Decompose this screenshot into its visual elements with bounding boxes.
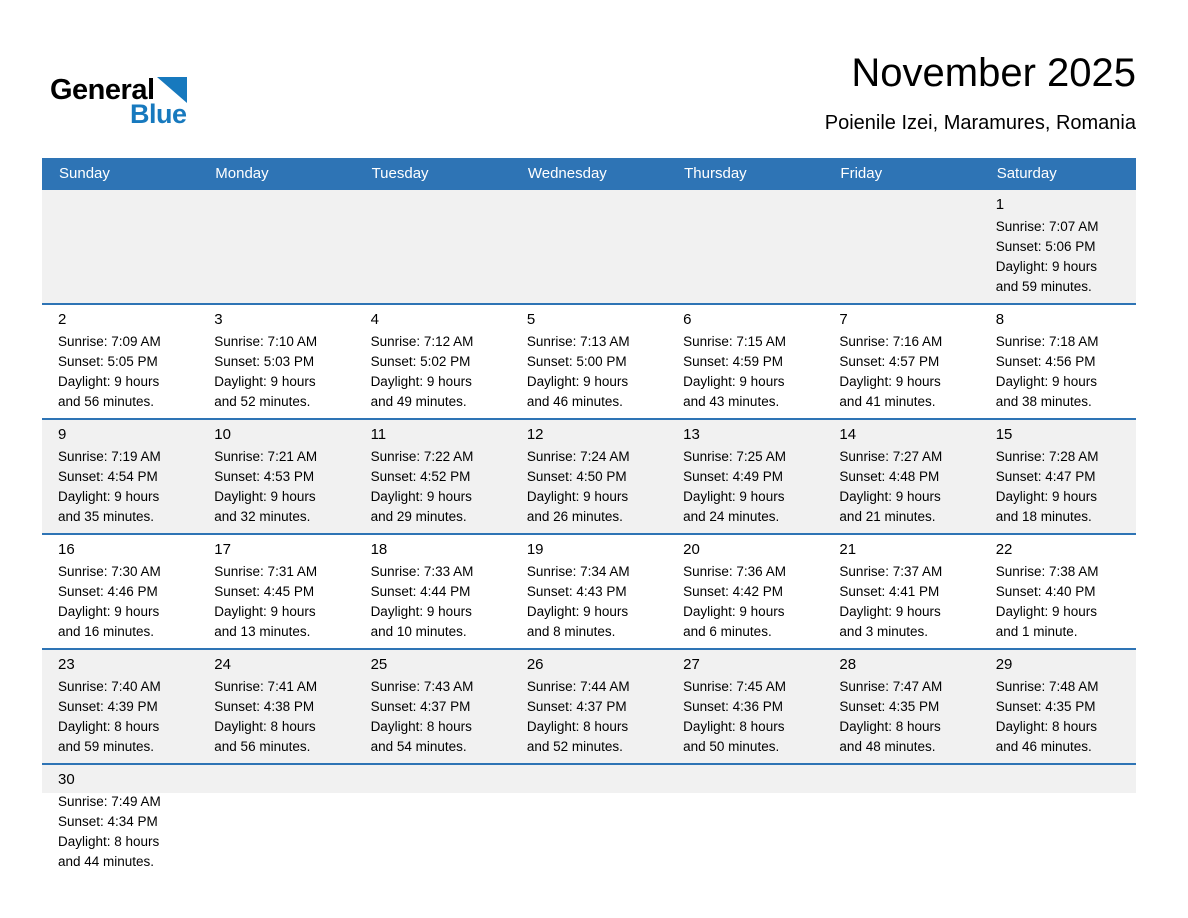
day-cell [667, 535, 823, 648]
day-number: 19 [526, 541, 544, 558]
sunrise-text: Sunrise: 7:43 AM [370, 679, 474, 694]
empty-day-cell [42, 190, 198, 303]
general-blue-logo [50, 76, 187, 128]
daylight-text-line2: and 43 minutes. [683, 394, 780, 409]
daylight-text-line1: Daylight: 9 hours [995, 374, 1098, 389]
sunset-text: Sunset: 4:41 PM [839, 584, 940, 599]
sunset-text: Sunset: 4:40 PM [995, 584, 1096, 599]
sunset-text: Sunset: 4:37 PM [370, 699, 471, 714]
daylight-text-line1: Daylight: 9 hours [58, 489, 160, 504]
empty-day-cell [667, 765, 823, 878]
day-cell [823, 305, 979, 418]
daylight-text-line1: Daylight: 9 hours [526, 374, 629, 389]
daylight-text-line2: and 52 minutes. [214, 394, 311, 409]
sunrise-text: Sunrise: 7:47 AM [839, 679, 943, 694]
daylight-text-line2: and 46 minutes. [995, 739, 1092, 754]
day-cell [198, 535, 354, 648]
sunrise-text: Sunrise: 7:45 AM [683, 679, 786, 694]
daylight-text-line1: Daylight: 9 hours [370, 489, 472, 504]
day-number: 7 [839, 311, 848, 328]
sunset-text: Sunset: 5:02 PM [370, 354, 471, 369]
sunrise-text: Sunrise: 7:28 AM [995, 449, 1099, 464]
day-number: 17 [214, 541, 231, 558]
sunset-text: Sunset: 4:47 PM [995, 469, 1096, 484]
day-number: 12 [526, 426, 544, 443]
day-number: 29 [995, 656, 1013, 673]
day-cell [42, 305, 198, 418]
daylight-text-line1: Daylight: 9 hours [370, 604, 472, 619]
location-subtitle: Poienile Izei, Maramures, Romania [824, 112, 1136, 134]
day-cell [823, 535, 979, 648]
daylight-text-line1: Daylight: 9 hours [839, 374, 941, 389]
empty-day-cell [198, 765, 354, 878]
daylight-text-line2: and 54 minutes. [370, 739, 467, 754]
sunrise-text: Sunrise: 7:13 AM [526, 334, 630, 349]
day-number: 15 [995, 426, 1013, 443]
daylight-text-line2: and 49 minutes. [370, 394, 467, 409]
day-number: 24 [214, 656, 231, 673]
day-number: 20 [683, 541, 700, 558]
logo-text-general: General [50, 74, 155, 106]
sunset-text: Sunset: 4:52 PM [370, 469, 471, 484]
daylight-text-line2: and 3 minutes. [839, 624, 928, 639]
daylight-text-line2: and 59 minutes. [995, 279, 1092, 294]
weekday-header-saturday: Saturday [996, 164, 1057, 182]
day-number: 26 [526, 656, 544, 673]
calendar-table [42, 158, 1136, 878]
sunrise-text: Sunrise: 7:09 AM [58, 334, 161, 349]
daylight-text-line1: Daylight: 8 hours [58, 834, 160, 849]
sunrise-text: Sunrise: 7:21 AM [214, 449, 318, 464]
empty-day-cell [198, 190, 354, 303]
sunrise-text: Sunrise: 7:07 AM [995, 219, 1099, 234]
daylight-text-line1: Daylight: 9 hours [526, 489, 629, 504]
day-cell [511, 305, 667, 418]
daylight-text-line1: Daylight: 8 hours [995, 719, 1098, 734]
day-number: 3 [214, 311, 223, 328]
sunrise-text: Sunrise: 7:36 AM [683, 564, 786, 579]
sunset-text: Sunset: 4:35 PM [839, 699, 940, 714]
daylight-text-line2: and 59 minutes. [58, 739, 155, 754]
daylight-text-line2: and 8 minutes. [526, 624, 616, 639]
day-cell [511, 650, 667, 763]
sunrise-text: Sunrise: 7:37 AM [839, 564, 943, 579]
daylight-text-line2: and 29 minutes. [370, 509, 467, 524]
day-number: 23 [58, 656, 75, 673]
day-number: 28 [839, 656, 857, 673]
sunrise-text: Sunrise: 7:18 AM [995, 334, 1099, 349]
empty-day-cell [823, 765, 979, 878]
daylight-text-line2: and 16 minutes. [58, 624, 155, 639]
empty-day-cell [511, 765, 667, 878]
empty-day-cell [355, 190, 511, 303]
sunrise-text: Sunrise: 7:15 AM [683, 334, 786, 349]
day-cell [823, 420, 979, 533]
daylight-text-line2: and 18 minutes. [995, 509, 1092, 524]
sunrise-text: Sunrise: 7:10 AM [214, 334, 318, 349]
weekday-header-thursday: Thursday [684, 164, 747, 182]
daylight-text-line1: Daylight: 9 hours [214, 489, 316, 504]
sunset-text: Sunset: 4:48 PM [839, 469, 940, 484]
sunset-text: Sunset: 5:00 PM [526, 354, 627, 369]
page-title: November 2025 [851, 51, 1136, 95]
daylight-text-line2: and 13 minutes. [214, 624, 311, 639]
sunrise-text: Sunrise: 7:27 AM [839, 449, 943, 464]
day-cell [980, 190, 1136, 303]
daylight-text-line1: Daylight: 9 hours [683, 489, 785, 504]
daylight-text-line1: Daylight: 9 hours [839, 604, 941, 619]
daylight-text-line1: Daylight: 8 hours [214, 719, 316, 734]
day-cell [42, 535, 198, 648]
day-cell [198, 650, 354, 763]
daylight-text-line2: and 48 minutes. [839, 739, 936, 754]
calendar-body [42, 188, 1136, 878]
day-cell [355, 420, 511, 533]
daylight-text-line1: Daylight: 9 hours [995, 259, 1098, 274]
sunset-text: Sunset: 5:05 PM [58, 354, 158, 369]
sunrise-text: Sunrise: 7:48 AM [995, 679, 1099, 694]
sunset-text: Sunset: 4:46 PM [58, 584, 158, 599]
day-number: 18 [370, 541, 388, 558]
day-cell [667, 305, 823, 418]
empty-day-cell [980, 765, 1136, 878]
sunrise-text: Sunrise: 7:34 AM [526, 564, 630, 579]
daylight-text-line2: and 46 minutes. [526, 394, 623, 409]
logo-text-blue: Blue [130, 99, 187, 129]
day-number: 1 [995, 196, 1005, 213]
daylight-text-line1: Daylight: 9 hours [526, 604, 629, 619]
sunset-text: Sunset: 4:54 PM [58, 469, 158, 484]
sunrise-text: Sunrise: 7:22 AM [370, 449, 474, 464]
daylight-text-line1: Daylight: 8 hours [839, 719, 941, 734]
sunrise-text: Sunrise: 7:49 AM [58, 794, 161, 809]
sunset-text: Sunset: 4:44 PM [370, 584, 471, 599]
daylight-text-line2: and 24 minutes. [683, 509, 780, 524]
daylight-text-line2: and 41 minutes. [839, 394, 936, 409]
day-number: 5 [526, 311, 536, 328]
daylight-text-line1: Daylight: 9 hours [58, 604, 160, 619]
daylight-text-line2: and 56 minutes. [214, 739, 311, 754]
page-header [0, 0, 1188, 135]
day-number: 27 [683, 656, 700, 673]
day-number: 30 [58, 771, 75, 788]
daylight-text-line2: and 44 minutes. [58, 854, 155, 869]
sunset-text: Sunset: 4:39 PM [58, 699, 158, 714]
empty-day-cell [511, 190, 667, 303]
daylight-text-line2: and 38 minutes. [995, 394, 1092, 409]
daylight-text-line1: Daylight: 9 hours [58, 374, 160, 389]
sunset-text: Sunset: 4:42 PM [683, 584, 783, 599]
day-cell [823, 650, 979, 763]
weekday-header-row [42, 158, 1136, 188]
week-row [42, 303, 1136, 418]
week-row [42, 763, 1136, 878]
sunrise-text: Sunrise: 7:12 AM [370, 334, 474, 349]
day-cell [42, 765, 198, 878]
day-cell [198, 420, 354, 533]
day-cell [667, 420, 823, 533]
daylight-text-line2: and 32 minutes. [214, 509, 311, 524]
day-cell [980, 535, 1136, 648]
sunset-text: Sunset: 4:57 PM [839, 354, 940, 369]
sunset-text: Sunset: 4:36 PM [683, 699, 783, 714]
day-number: 13 [683, 426, 700, 443]
sunrise-text: Sunrise: 7:24 AM [526, 449, 630, 464]
day-cell [198, 305, 354, 418]
sunrise-text: Sunrise: 7:33 AM [370, 564, 474, 579]
weekday-header-tuesday: Tuesday [371, 164, 429, 182]
day-number: 21 [839, 541, 857, 558]
day-cell [980, 650, 1136, 763]
day-number: 6 [683, 311, 692, 328]
day-number: 4 [370, 311, 379, 328]
day-cell [355, 650, 511, 763]
daylight-text-line1: Daylight: 9 hours [214, 604, 316, 619]
day-cell [42, 650, 198, 763]
daylight-text-line2: and 6 minutes. [683, 624, 772, 639]
sunrise-text: Sunrise: 7:30 AM [58, 564, 161, 579]
sunset-text: Sunset: 4:45 PM [214, 584, 315, 599]
weekday-header-sunday: Sunday [59, 164, 110, 182]
day-cell [42, 420, 198, 533]
sunrise-text: Sunrise: 7:25 AM [683, 449, 786, 464]
day-number: 9 [58, 426, 67, 443]
daylight-text-line1: Daylight: 9 hours [683, 374, 785, 389]
daylight-text-line2: and 1 minute. [995, 624, 1078, 639]
daylight-text-line1: Daylight: 8 hours [58, 719, 160, 734]
sunset-text: Sunset: 4:50 PM [526, 469, 627, 484]
sunrise-text: Sunrise: 7:31 AM [214, 564, 318, 579]
week-row [42, 418, 1136, 533]
sunrise-text: Sunrise: 7:19 AM [58, 449, 161, 464]
sunset-text: Sunset: 4:49 PM [683, 469, 783, 484]
weekday-header-monday: Monday [215, 164, 269, 182]
daylight-text-line1: Daylight: 9 hours [995, 604, 1098, 619]
day-cell [980, 420, 1136, 533]
week-row [42, 188, 1136, 303]
weekday-header-wednesday: Wednesday [527, 164, 607, 182]
week-row [42, 648, 1136, 763]
day-number: 22 [995, 541, 1013, 558]
empty-day-cell [823, 190, 979, 303]
day-cell [355, 535, 511, 648]
daylight-text-line1: Daylight: 9 hours [214, 374, 316, 389]
day-number: 11 [370, 426, 387, 443]
sunset-text: Sunset: 4:43 PM [526, 584, 627, 599]
daylight-text-line1: Daylight: 8 hours [526, 719, 629, 734]
daylight-text-line1: Daylight: 9 hours [370, 374, 472, 389]
daylight-text-line1: Daylight: 9 hours [995, 489, 1098, 504]
daylight-text-line1: Daylight: 9 hours [839, 489, 941, 504]
sunset-text: Sunset: 4:56 PM [995, 354, 1096, 369]
daylight-text-line1: Daylight: 8 hours [683, 719, 785, 734]
day-cell [511, 420, 667, 533]
sunrise-text: Sunrise: 7:41 AM [214, 679, 318, 694]
day-cell [667, 650, 823, 763]
day-number: 16 [58, 541, 75, 558]
sunset-text: Sunset: 4:53 PM [214, 469, 315, 484]
sunrise-text: Sunrise: 7:40 AM [58, 679, 161, 694]
sunset-text: Sunset: 4:34 PM [58, 814, 158, 829]
daylight-text-line2: and 56 minutes. [58, 394, 155, 409]
day-number: 14 [839, 426, 857, 443]
day-cell [980, 305, 1136, 418]
day-cell [355, 305, 511, 418]
daylight-text-line2: and 50 minutes. [683, 739, 780, 754]
day-number: 2 [58, 311, 67, 328]
sunrise-text: Sunrise: 7:44 AM [526, 679, 630, 694]
empty-day-cell [667, 190, 823, 303]
daylight-text-line2: and 26 minutes. [526, 509, 623, 524]
day-number: 8 [995, 311, 1005, 328]
day-number: 10 [214, 426, 231, 443]
sunset-text: Sunset: 5:03 PM [214, 354, 315, 369]
sunset-text: Sunset: 4:37 PM [526, 699, 627, 714]
week-row [42, 533, 1136, 648]
daylight-text-line2: and 10 minutes. [370, 624, 467, 639]
weekday-header-friday: Friday [840, 164, 883, 182]
daylight-text-line1: Daylight: 8 hours [370, 719, 472, 734]
sunset-text: Sunset: 4:38 PM [214, 699, 315, 714]
sunset-text: Sunset: 4:59 PM [683, 354, 783, 369]
sunset-text: Sunset: 5:06 PM [995, 239, 1096, 254]
daylight-text-line2: and 21 minutes. [839, 509, 936, 524]
day-cell [511, 535, 667, 648]
empty-day-cell [355, 765, 511, 878]
sunset-text: Sunset: 4:35 PM [995, 699, 1096, 714]
title-block [825, 50, 1136, 135]
daylight-text-line2: and 52 minutes. [526, 739, 623, 754]
daylight-text-line1: Daylight: 9 hours [683, 604, 785, 619]
day-number: 25 [370, 656, 388, 673]
sunrise-text: Sunrise: 7:16 AM [839, 334, 943, 349]
sunrise-text: Sunrise: 7:38 AM [995, 564, 1099, 579]
daylight-text-line2: and 35 minutes. [58, 509, 155, 524]
